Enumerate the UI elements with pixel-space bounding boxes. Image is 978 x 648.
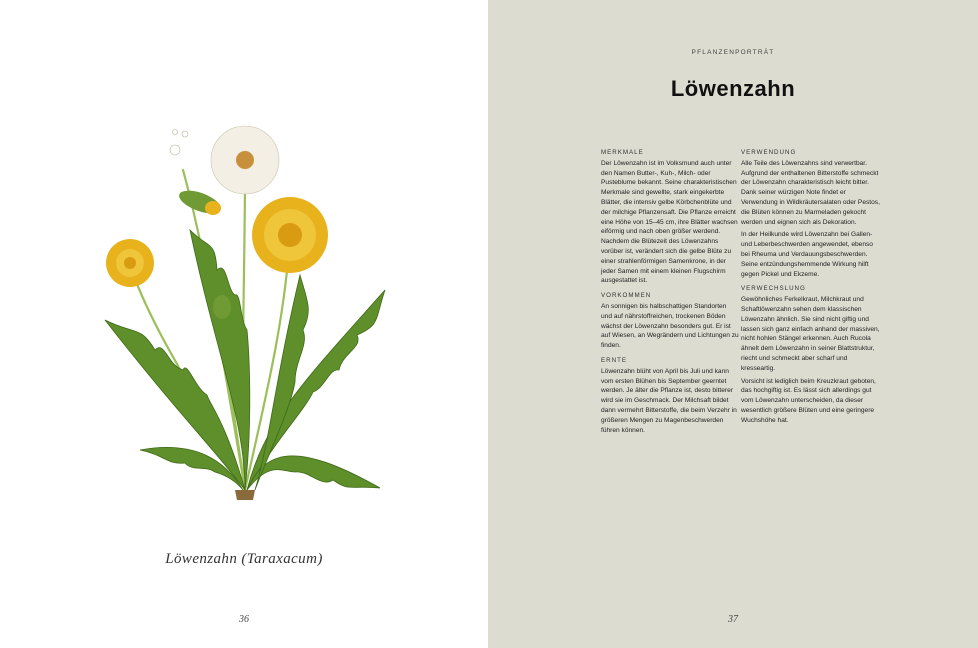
seed-tufts	[170, 130, 188, 156]
seedhead	[211, 126, 279, 194]
page-title: Löwenzahn	[670, 76, 796, 101]
right-page	[488, 0, 978, 648]
section-paragraph: Gewöhnliches Ferkelkraut, Milchkraut und Schaftlöwenzahn sehen dem klassischen Löwenzahn ähnlich. Sie sind nicht giftig und lassen sich ganz einfach anhand der massiven, nicht hohlen Stängel erkennen. Auch Rucola ähnelt dem Löwenzahn in seiner Blattstruktur, riecht und schmeckt aber scharf und kresseartig.	[741, 296, 880, 372]
bud	[213, 295, 231, 319]
section-heading: ERNTE	[601, 356, 627, 364]
illustration-caption: Löwenzahn (Taraxacum)	[165, 551, 323, 567]
section-kicker: PFLANZENPORTRÄT	[691, 49, 775, 56]
flower-right	[252, 197, 328, 273]
root	[235, 490, 255, 500]
section-paragraph: In der Heilkunde wird Löwenzahn bei Gallen- und Leberbeschwerden angewendet, ebenso bei Rheuma und Verdauungsbeschwerden. Seine entzündungshemmende Wirkung hilft gegen Pickel und Ekzeme.	[741, 231, 873, 278]
section-paragraph: Der Löwenzahn ist im Volksmund auch unter den Namen Butter-, Kuh-, Milch- oder Pusteblume bekannt. Seine charakteristischen Merkmale sind gewellte, stark eingekerbte Blätter, die intensiv gelbe Körbchenblüte und der milchige Pflanzensaft. Die Pflanze erreicht eine Höhe von 15–45 cm, ihre Blätter wachsen eiförmig und nach oben größer werdend. Nachdem die Blütezeit des Löwenzahns vorüber ist, verändert sich die gelbe Blüte zu einer strahlenförmigen Samenkrone, in der jeder Samen mit einem kleinen Flugschirm ausgestattet ist.	[601, 159, 738, 285]
section-heading: VERWENDUNG	[741, 149, 797, 156]
section-heading: MERKMALE	[601, 149, 644, 156]
section-heading: VERWECHSLUNG	[741, 285, 806, 293]
text-column-left	[601, 148, 739, 438]
page-number-left: 36	[239, 614, 249, 625]
section-heading: VORKOMMEN	[601, 292, 652, 300]
closed-flower	[176, 186, 224, 218]
section-paragraph: Alle Teile des Löwenzahns sind verwertbar. Aufgrund der enthaltenen Bitterstoffe schmeckt der Löwenzahn charakteristisch leicht bitter. Dank seiner würzigen Note findet er Verwendung in Wildkräutersalaten oder Pestos, die Blüten können zu Marmeladen gekocht werden und eignen sich als Dekoration.	[741, 159, 880, 226]
text-column-right	[741, 148, 883, 429]
flower-left	[106, 239, 154, 287]
page-number-right: 37	[728, 614, 738, 625]
left-page	[0, 0, 488, 648]
section-paragraph: Vorsicht ist lediglich beim Kreuzkraut geboten, das hochgiftig ist. Es lässt sich allerdings gut vom Löwenzahn unterscheiden, da dieser wesentlich größere Blüten und eine geringere Wuchshöhe hat.	[741, 377, 876, 424]
section-paragraph: An sonnigen bis halbschattigen Standorten und auf nährstoffreichen, trockenen Böden wächst der Löwenzahn besonders gut. Er ist auf Wiesen, an Wegrändern und Lichtungen zu finden.	[601, 302, 739, 350]
dandelion-illustration	[95, 120, 395, 510]
section-paragraph: Löwenzahn blüht von April bis Juli und kann vom ersten Blühen bis September geerntet werden. Je älter die Pflanze ist, desto bitterer wird sie im Geschmack. Der Milchsaft bildet dann vermehrt Bitterstoffe, die beim Verzehr in größeren Mengen zu Magenbeschwerden führen können.	[601, 367, 737, 434]
